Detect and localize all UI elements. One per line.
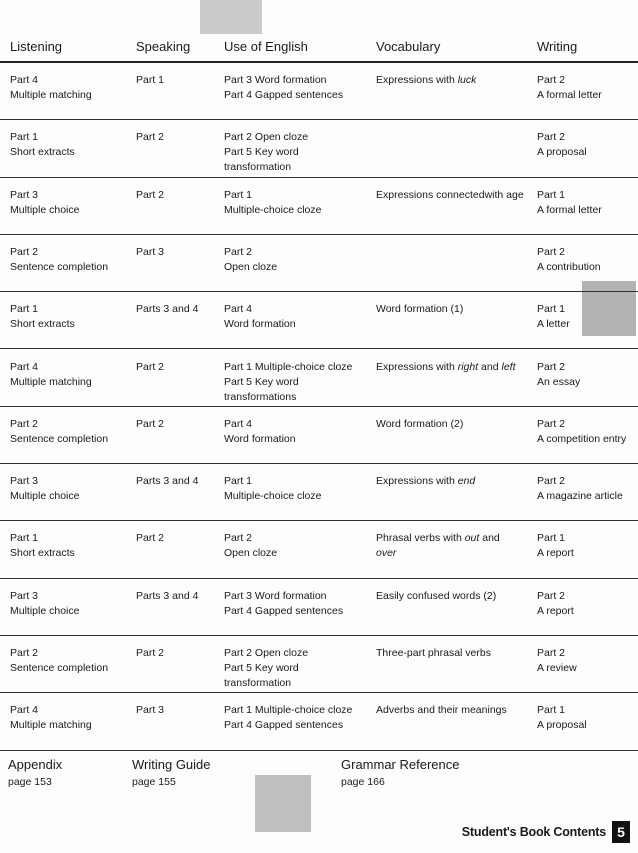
use-of-english-line: Part 5 Key word	[224, 375, 299, 388]
listening-line: Multiple choice	[10, 203, 80, 216]
cell-listening	[10, 302, 130, 332]
writing-line: A formal letter	[537, 89, 602, 101]
speaking-line: Part 1	[136, 74, 165, 86]
use-of-english-line: Part 4	[224, 303, 253, 316]
cell-speaking	[136, 73, 220, 88]
vocab-text: over	[376, 547, 397, 560]
cell-speaking	[136, 646, 220, 661]
vocab-text: end	[457, 475, 476, 488]
cell-use-of-english	[224, 703, 372, 733]
vocab-text: Expressions connected	[376, 188, 485, 201]
cell-listening	[10, 73, 130, 103]
writing-line: A proposal	[537, 719, 587, 732]
writing-line: A contribution	[537, 260, 601, 273]
vocab-text: Expressions with	[376, 360, 458, 373]
cell-speaking	[136, 302, 220, 317]
footer-writing-guide	[132, 757, 211, 788]
writing-line: Part 2	[537, 74, 566, 86]
speaking-line: Part 2	[136, 532, 165, 545]
cell-listening	[10, 417, 130, 447]
vocab-text: Easily confused words (2)	[376, 589, 497, 602]
listening-line: Part 2	[10, 245, 39, 258]
use-of-english-line: Word formation	[224, 318, 296, 331]
cell-writing	[537, 589, 637, 619]
listening-line: Sentence completion	[10, 432, 109, 445]
cell-writing	[537, 245, 637, 275]
cell-writing	[537, 188, 637, 218]
use-of-english-line: Part 4 Gapped sentences	[224, 604, 344, 617]
appendix-title: Appendix	[8, 757, 63, 772]
vocab-text: Three-part phrasal verbs	[376, 647, 491, 659]
cell-writing	[537, 531, 637, 561]
cell-listening	[10, 646, 130, 676]
table-row	[0, 464, 638, 521]
table-row	[0, 63, 638, 120]
cell-speaking	[136, 188, 220, 203]
cell-listening	[10, 474, 130, 504]
listening-line: Part 1	[10, 131, 39, 144]
use-of-english-line: Part 3 Word formation	[224, 74, 327, 86]
listening-line: Part 4	[10, 74, 39, 86]
header-writing: Writing	[537, 39, 578, 54]
writing-line: Part 1	[537, 704, 566, 717]
writing-line: A proposal	[537, 146, 587, 159]
appendix-page: page 153	[8, 776, 52, 788]
cell-writing	[537, 73, 637, 103]
cell-writing	[537, 360, 637, 390]
speaking-line: Parts 3 and 4	[136, 475, 199, 488]
footer-appendix	[8, 757, 62, 788]
listening-line: Short extracts	[10, 146, 75, 159]
table-row	[0, 120, 638, 177]
speaking-line: Part 2	[136, 360, 165, 373]
cell-use-of-english	[224, 73, 372, 103]
use-of-english-line: Part 1	[224, 475, 253, 488]
speaking-line: Part 3	[136, 245, 165, 258]
listening-line: Multiple matching	[10, 375, 92, 388]
footer-grammar-reference	[341, 757, 459, 788]
cell-speaking	[136, 531, 220, 546]
listening-line: Part 3	[10, 475, 39, 488]
speaking-line: Parts 3 and 4	[136, 303, 199, 316]
cell-vocabulary	[376, 474, 532, 489]
cell-listening	[10, 188, 130, 218]
table-row	[0, 693, 638, 750]
cell-listening	[10, 703, 130, 733]
cell-use-of-english	[224, 417, 372, 447]
page-number: 5	[612, 821, 630, 843]
writing-line: An essay	[537, 375, 581, 388]
listening-line: Part 4	[10, 360, 39, 373]
cell-writing	[537, 130, 637, 160]
listening-line: Part 1	[10, 532, 39, 545]
use-of-english-line: Part 2 Open cloze	[224, 131, 309, 144]
use-of-english-line: Part 1	[224, 188, 253, 201]
use-of-english-line: Open cloze	[224, 260, 278, 273]
writing-line: A report	[537, 547, 574, 560]
cell-listening	[10, 531, 130, 561]
book-contents-footer	[462, 821, 630, 843]
listening-line: Multiple matching	[10, 719, 92, 732]
table-header	[0, 33, 638, 63]
use-of-english-line: transformations	[224, 390, 297, 403]
writing-line: Part 2	[537, 475, 566, 488]
cell-listening	[10, 589, 130, 619]
cell-listening	[10, 360, 130, 390]
writing-line: Part 2	[537, 589, 566, 602]
vocab-text: with age	[484, 188, 524, 201]
cell-vocabulary	[376, 188, 532, 203]
table-row	[0, 235, 638, 292]
listening-line: Part 1	[10, 303, 39, 316]
listening-line: Short extracts	[10, 318, 75, 331]
speaking-line: Part 2	[136, 417, 165, 430]
writing-line: A competition entry	[537, 432, 627, 445]
cell-use-of-english	[224, 474, 372, 504]
grammar-reference-page: page 166	[341, 776, 385, 788]
table-row	[0, 407, 638, 464]
use-of-english-line: Part 2	[224, 245, 253, 258]
writing-line: Part 2	[537, 647, 566, 659]
cell-speaking	[136, 245, 220, 260]
grammar-reference-title: Grammar Reference	[341, 757, 460, 772]
use-of-english-line: Part 4	[224, 417, 253, 430]
writing-line: Part 1	[537, 532, 566, 545]
writing-guide-page: page 155	[132, 776, 176, 788]
writing-line: A formal letter	[537, 203, 602, 216]
writing-line: Part 1	[537, 188, 566, 201]
cell-listening	[10, 245, 130, 275]
listening-line: Multiple choice	[10, 604, 80, 617]
vocab-text: and	[478, 360, 502, 373]
cell-speaking	[136, 360, 220, 375]
listening-line: Multiple choice	[10, 490, 80, 503]
use-of-english-line: Word formation	[224, 432, 296, 445]
cell-vocabulary	[376, 73, 532, 88]
use-of-english-line: Multiple-choice cloze	[224, 490, 322, 503]
cell-speaking	[136, 474, 220, 489]
writing-line: Part 2	[537, 245, 566, 258]
cell-vocabulary	[376, 302, 532, 317]
cell-use-of-english	[224, 360, 372, 405]
cell-use-of-english	[224, 188, 372, 218]
table-row	[0, 521, 638, 578]
table-row	[0, 292, 638, 349]
cell-writing	[537, 703, 637, 733]
vocab-text: Expressions with	[376, 74, 458, 86]
writing-line: Part 2	[537, 131, 566, 144]
vocab-text: Word formation (2)	[376, 417, 464, 430]
use-of-english-line: transformation	[224, 161, 292, 174]
header-speaking: Speaking	[136, 39, 191, 54]
use-of-english-line: Part 3 Word formation	[224, 589, 327, 602]
listening-line: Multiple matching	[10, 89, 92, 101]
cell-speaking	[136, 417, 220, 432]
cell-listening	[10, 130, 130, 160]
cell-use-of-english	[224, 531, 372, 561]
cell-speaking	[136, 130, 220, 145]
cell-writing	[537, 417, 637, 447]
header-listening: Listening	[10, 39, 63, 54]
writing-line: Part 1	[537, 303, 566, 316]
vocab-text: and	[479, 532, 500, 545]
use-of-english-line: Part 1 Multiple-choice cloze	[224, 704, 353, 717]
cell-vocabulary	[376, 360, 532, 375]
cell-use-of-english	[224, 302, 372, 332]
cell-vocabulary	[376, 646, 532, 661]
vocab-text: Word formation (1)	[376, 303, 464, 316]
listening-line: Part 3	[10, 188, 39, 201]
use-of-english-line: Part 5 Key word	[224, 146, 299, 159]
vocab-text: out	[464, 532, 480, 545]
cell-writing	[537, 474, 637, 504]
use-of-english-line: Part 4 Gapped sentences	[224, 89, 344, 101]
listening-line: Part 4	[10, 704, 39, 717]
use-of-english-line: Part 5 Key word	[224, 662, 299, 674]
table-row	[0, 579, 638, 636]
use-of-english-line: Part 4 Gapped sentences	[224, 719, 344, 732]
cell-use-of-english	[224, 130, 372, 175]
speaking-line: Parts 3 and 4	[136, 589, 199, 602]
speaking-line: Part 3	[136, 704, 165, 717]
writing-line: Part 2	[537, 360, 566, 373]
cell-use-of-english	[224, 646, 372, 691]
use-of-english-line: Multiple-choice cloze	[224, 203, 322, 216]
listening-line: Part 2	[10, 417, 39, 430]
use-of-english-line: Part 1 Multiple-choice cloze	[224, 360, 353, 373]
vocab-text: right	[457, 360, 479, 373]
writing-line: A magazine article	[537, 490, 623, 503]
scan-artifact-top	[200, 0, 262, 34]
vocab-text: luck	[457, 74, 477, 86]
listening-line: Sentence completion	[10, 260, 109, 273]
cell-vocabulary	[376, 703, 532, 718]
table-row	[0, 350, 638, 407]
writing-line: A review	[537, 662, 577, 674]
vocab-text: left	[501, 360, 516, 373]
cell-vocabulary	[376, 589, 532, 604]
speaking-line: Part 2	[136, 131, 165, 144]
cell-writing	[537, 646, 637, 676]
speaking-line: Part 2	[136, 188, 165, 201]
header-vocabulary: Vocabulary	[376, 39, 441, 54]
cell-use-of-english	[224, 589, 372, 619]
header-use-of-english: Use of English	[224, 39, 308, 54]
writing-line: A report	[537, 604, 574, 617]
use-of-english-line: Part 2	[224, 532, 253, 545]
cell-writing	[537, 302, 637, 332]
table-row	[0, 178, 638, 235]
book-contents-label: Student's Book Contents	[461, 825, 606, 839]
cell-vocabulary	[376, 531, 532, 561]
cell-use-of-english	[224, 245, 372, 275]
vocab-text: Adverbs and their meanings	[376, 704, 507, 717]
writing-line: Part 2	[537, 417, 566, 430]
listening-line: Short extracts	[10, 547, 75, 560]
cell-speaking	[136, 589, 220, 604]
listening-line: Part 2	[10, 647, 39, 659]
use-of-english-line: transformation	[224, 677, 292, 689]
vocab-text: Expressions with	[376, 475, 458, 488]
listening-line: Sentence completion	[10, 662, 109, 674]
cell-speaking	[136, 703, 220, 718]
speaking-line: Part 2	[136, 647, 165, 659]
writing-line: A letter	[537, 318, 570, 331]
writing-guide-title: Writing Guide	[132, 757, 211, 772]
scan-artifact-bottom	[255, 775, 311, 832]
use-of-english-line: Open cloze	[224, 547, 278, 560]
vocab-text: Phrasal verbs with	[376, 532, 465, 545]
table-row	[0, 636, 638, 693]
listening-line: Part 3	[10, 589, 39, 602]
use-of-english-line: Part 2 Open cloze	[224, 647, 309, 659]
cell-vocabulary	[376, 417, 532, 432]
